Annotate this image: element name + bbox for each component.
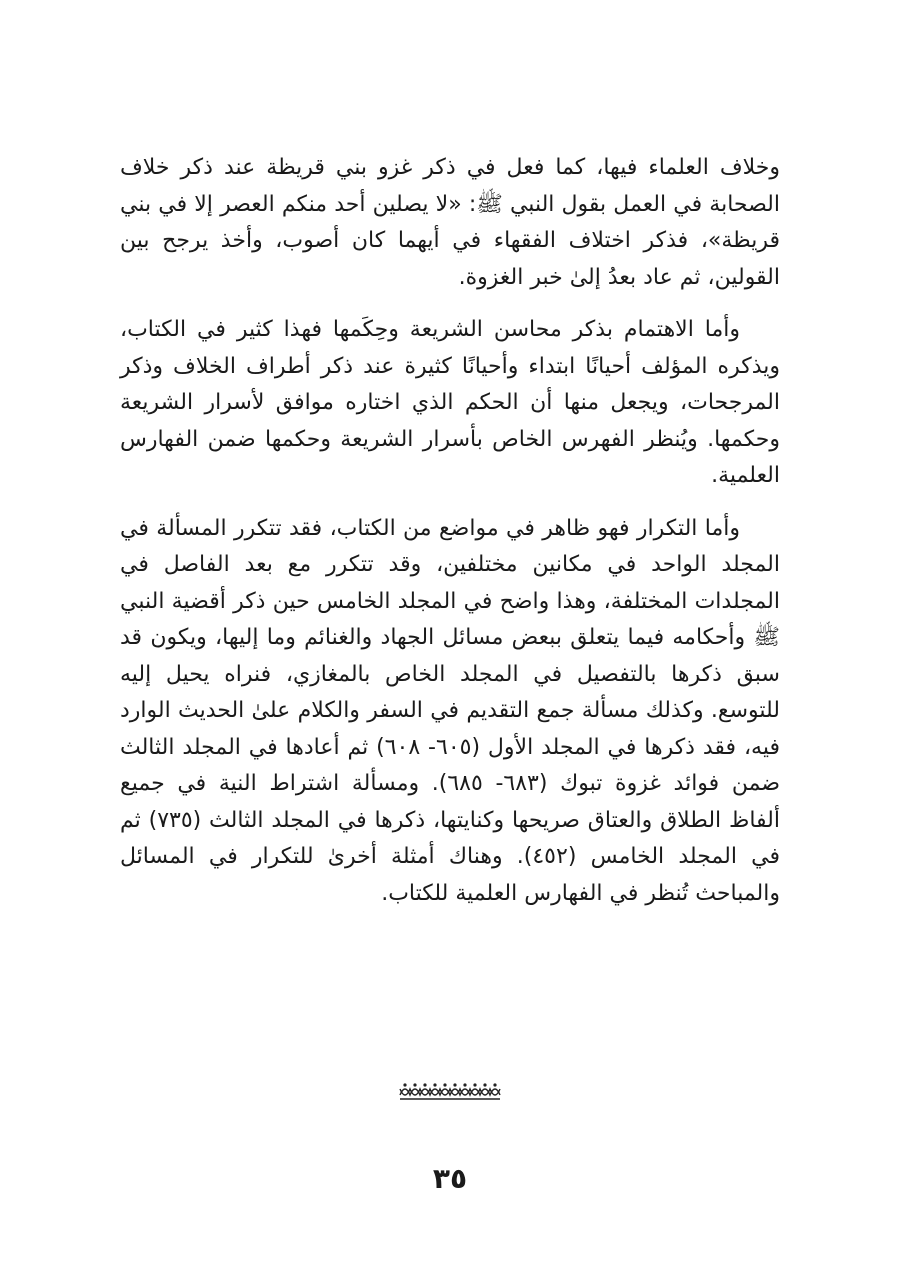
paragraph-1: وخلاف العلماء فيها، كما فعل في ذكر غزو بني قريظة عند ذكر خلاف الصحابة في العمل بقول النبي ﷺ: «لا يصلين أحد منكم العصر إلا في بني قريظة»، فذكر اختلاف الفقهاء في أيهما كان أصوب، وأخذ يرجح بين القولين، ثم عاد بعدُ إلىٰ خبر الغزوة. [120,155,780,290]
page-body [120,150,780,928]
page-number: ٣٥ [432,1162,468,1195]
paragraph-2: وأما الاهتمام بذكر محاسن الشريعة وحِكَمها فهذا كثير في الكتاب، ويذكره المؤلف أحيانًا ابتداء وأحيانًا كثيرة عند ذكر أطراف الخلاف وذكر المرجحات، ويجعل منها أن الحكم الذي اختاره موافق لأسرار الشريعة وحكمها. ويُنظر الفهرس الخاص بأسرار الشريعة وحكمها ضمن الفهارس العلمية. [120,317,780,488]
floral-divider-icon [395,1075,505,1105]
paragraph-3: وأما التكرار فهو ظاهر في مواضع من الكتاب، فقد تتكرر المسألة في المجلد الواحد في مكانين مختلفين، وقد تتكرر مع بعد الفاصل في المجلدات المختلفة، وهذا واضح في المجلد الخامس حين ذكر أقضية النبي ﷺ وأحكامه فيما يتعلق ببعض مسائل الجهاد والغنائم وما إليها، ويكون قد سبق ذكرها بالتفصيل في المجلد الخاص بالمغازي، فنراه يحيل إليه للتوسع. وكذلك مسألة جمع التقديم في السفر والكلام علىٰ الحديث الوارد فيه، فقد ذكرها في المجلد الأول (٦٠٥- ٦٠٨) ثم أعادها في المجلد الثالث ضمن فوائد غزوة تبوك (٦٨٣- ٦٨٥). ومسألة اشتراط النية في جميع ألفاظ الطلاق والعتاق صريحها وكنايتها، ذكرها في المجلد الثالث (٧٣٥) ثم في المجلد الخامس (٤٥٢). وهناك أمثلة أخرىٰ للتكرار في المسائل والمباحث تُنظر في الفهارس العلمية للكتاب. [120,515,781,906]
